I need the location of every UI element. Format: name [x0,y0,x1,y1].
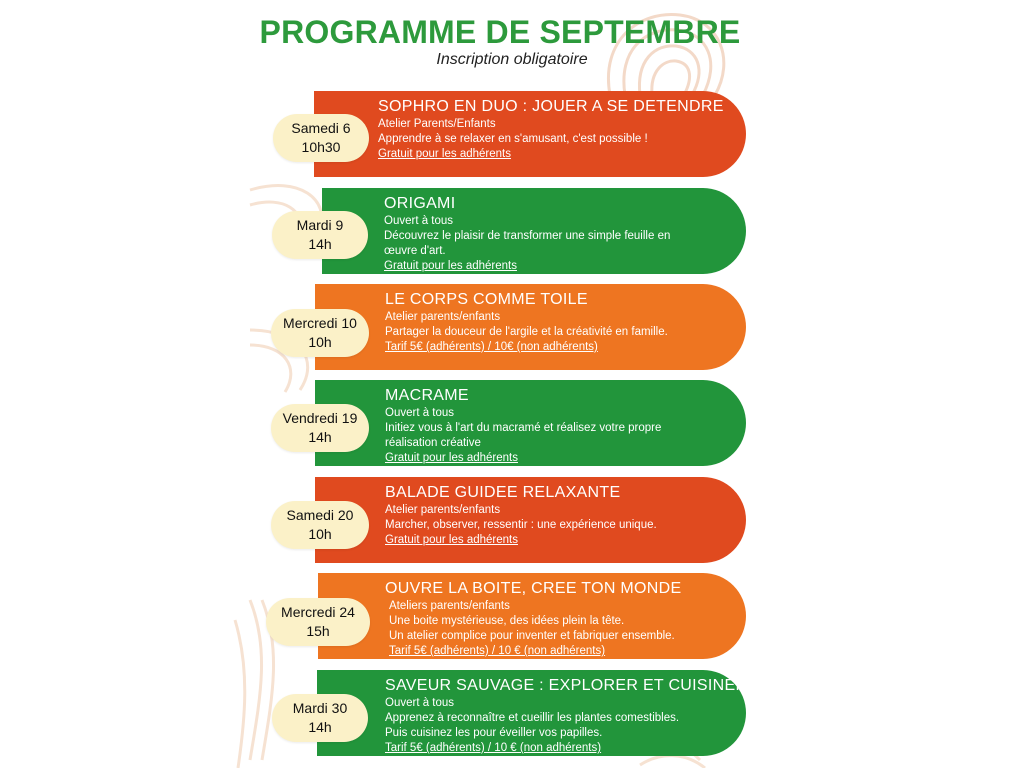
event-description: réalisation créative [385,437,481,449]
event-description: œuvre d'art. [384,245,446,257]
event-card [317,670,746,756]
event-title: LE CORPS COMME TOILE [385,291,588,308]
event-title: SAVEUR SAUVAGE : EXPLORER ET CUISINER [385,677,748,694]
event-day: Samedi 6 [291,120,351,136]
event-day: Mercredi 10 [283,315,357,331]
event-card [314,91,746,177]
event-date [273,114,369,162]
event-date [271,404,369,452]
event-date [271,309,369,357]
event-tarif: Tarif 5€ (adhérents) / 10 € (non adhérents) [389,645,606,657]
event-date [272,694,368,742]
event-description: Découvrez le plaisir de transformer une simple feuille en [384,230,671,242]
event-time: 10h [308,334,332,350]
event-day: Mardi 30 [292,700,348,716]
event-day: Vendredi 19 [282,410,358,426]
event-description: Marcher, observer, ressentir : une expérience unique. [385,519,657,531]
event-title: OUVRE LA BOITE, CREE TON MONDE [385,580,682,597]
page-subtitle: Inscription obligatoire [436,51,588,68]
event-title: BALADE GUIDEE RELAXANTE [385,484,621,501]
event-card [315,477,746,563]
event-tarif: Tarif 5€ (adhérents) / 10€ (non adhérents) [385,341,598,353]
page-title: PROGRAMME DE SEPTEMBRE [259,14,741,50]
event-time: 10h30 [301,139,341,155]
event-date [272,211,368,259]
event-day: Samedi 20 [286,507,354,523]
event-day: Mardi 9 [296,217,344,233]
event-day: Mercredi 24 [281,604,355,620]
event-tarif: Gratuit pour les adhérents [384,260,517,272]
event-audience: Atelier parents/enfants [385,311,501,323]
event-time: 14h [308,429,332,445]
event-title: SOPHRO EN DUO : JOUER A SE DETENDRE [378,98,724,115]
event-audience: Ateliers parents/enfants [389,600,510,612]
event-description: Un atelier complice pour inventer et fabriquer ensemble. [389,630,675,642]
event-date [266,598,370,646]
event-time: 14h [308,236,332,252]
event-description: Partager la douceur de l'argile et la créativité en famille. [385,326,668,338]
event-title: MACRAME [385,387,469,404]
event-card [315,284,746,370]
event-audience: Atelier parents/enfants [385,504,501,516]
event-audience: Ouvert à tous [385,697,455,709]
event-card [322,188,746,274]
event-date [271,501,369,549]
event-description: Une boite mystérieuse, des idées plein la tête. [389,615,625,627]
event-title: ORIGAMI [384,195,456,212]
event-time: 10h [308,526,332,542]
event-audience: Ouvert à tous [384,215,454,227]
event-card [315,380,746,466]
event-tarif: Tarif 5€ (adhérents) / 10 € (non adhérents) [385,742,602,754]
event-time: 14h [308,719,332,735]
event-time: 15h [306,623,330,639]
event-audience: Ouvert à tous [385,407,455,419]
event-audience: Atelier Parents/Enfants [378,118,496,130]
event-tarif: Gratuit pour les adhérents [378,148,511,160]
event-tarif: Gratuit pour les adhérents [385,534,518,546]
event-description: Puis cuisinez les pour éveiller vos papilles. [385,727,603,739]
event-description: Apprendre à se relaxer en s'amusant, c'est possible ! [378,133,648,145]
event-tarif: Gratuit pour les adhérents [385,452,518,464]
event-description: Apprenez à reconnaître et cueillir les plantes comestibles. [385,712,680,724]
event-card [318,573,746,659]
event-description: Initiez vous à l'art du macramé et réalisez votre propre [385,422,662,434]
